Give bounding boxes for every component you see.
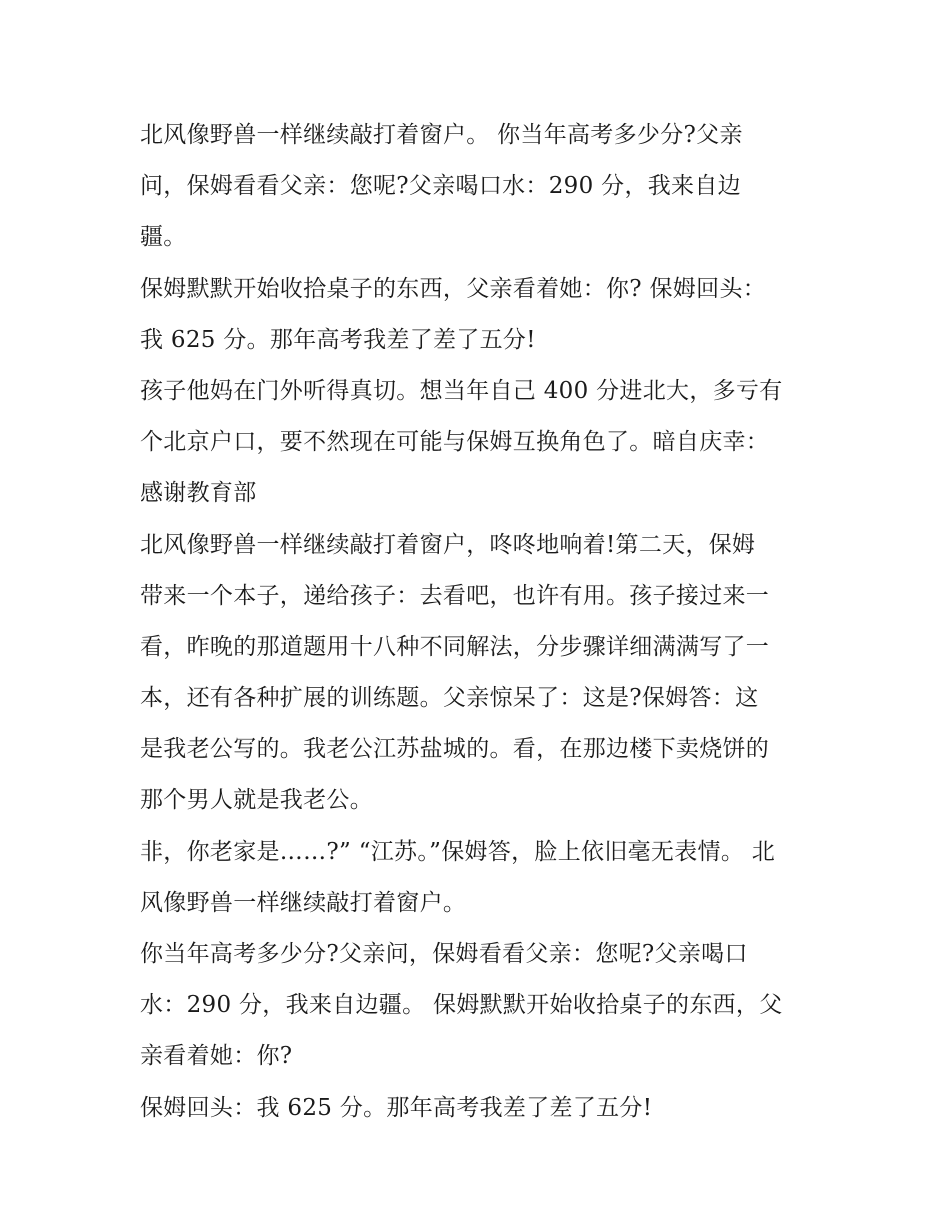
text-line: 看，昨晚的那道题用十八种不同解法，分步骤详细满满写了一: [140, 633, 770, 660]
paragraph: [140, 520, 812, 827]
text-line: 问，保姆看看父亲：您呢?父亲喝口水：290 分，我来自边: [140, 173, 741, 200]
paragraph: [140, 929, 812, 1083]
text-line: 感谢教育部: [140, 480, 257, 507]
text-line: 个北京户口，要不然现在可能与保姆互换角色了。暗自庆幸：: [140, 429, 770, 456]
text-line: 那个男人就是我老公。: [140, 787, 373, 814]
text-line: 你当年高考多少分?父亲问，保姆看看父亲：您呢?父亲喝口: [140, 941, 748, 967]
paragraph: [140, 827, 812, 929]
text-line: 风像野兽一样继续敲打着窗户。: [140, 889, 467, 916]
text-line: 亲看着她：你?: [140, 1043, 293, 1070]
text-line: 北风像野兽一样继续敲打着窗户。 你当年高考多少分?父亲: [140, 122, 743, 148]
text-line: 非，你老家是……?” “江苏。”保姆答，脸上依旧毫无表情。 北: [140, 838, 776, 865]
paragraph: [140, 264, 812, 366]
text-line: 带来一个本子，递给孩子：去看吧，也许有用。孩子接过来一: [140, 582, 770, 609]
text-line: 保姆回头：我 625 分。那年高考我差了差了五分!: [140, 1094, 653, 1121]
body-text: [140, 110, 812, 1134]
paragraph: [140, 1083, 812, 1134]
text-line: 水：290 分，我来自边疆。 保姆默默开始收拾桌子的东西，父: [140, 992, 783, 1019]
text-line: 是我老公写的。我老公江苏盐城的。看，在那边楼下卖烧饼的: [140, 736, 770, 763]
text-line: 保姆默默开始收拾桌子的东西，父亲看着她：你? 保姆回头：: [140, 275, 767, 302]
text-line: 我 625 分。那年高考我差了差了五分!: [140, 326, 536, 353]
text-line: 北风像野兽一样继续敲打着窗户，咚咚地响着!第二天，保姆: [140, 531, 756, 558]
paragraph: [140, 366, 812, 520]
text-line: 孩子他妈在门外听得真切。想当年自己 400 分进北大，多亏有: [140, 377, 783, 404]
text-line: 本，还有各种扩展的训练题。父亲惊呆了：这是?保姆答：这: [140, 685, 759, 712]
paragraph: [140, 110, 812, 264]
text-line: 疆。: [140, 224, 187, 251]
